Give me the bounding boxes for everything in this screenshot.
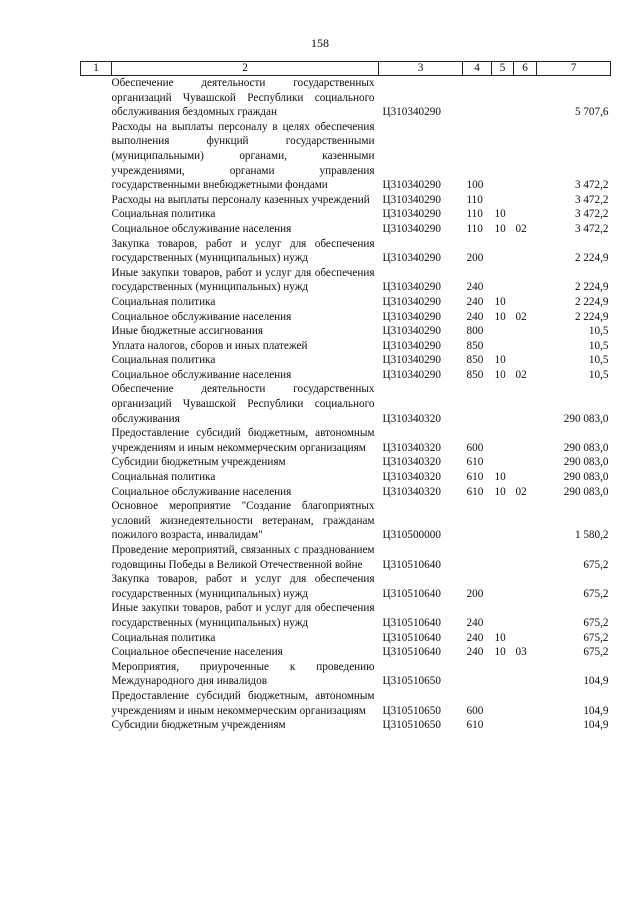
- table-body: [81, 76, 611, 733]
- cell-expense-type: 610: [466, 719, 484, 732]
- cell-name: Закупка товаров, работ и услуг для обеспечения государственных (муниципальных) нужд: [111, 573, 375, 600]
- cell-amount: 10,5: [588, 368, 609, 381]
- cell-target-code: Ц310340320: [382, 485, 441, 498]
- table-row: [81, 601, 611, 630]
- cell-amount: 675,2: [583, 558, 609, 571]
- cell-amount: 104,9: [583, 675, 609, 688]
- cell-section: [492, 324, 514, 339]
- cell-subsection: [514, 120, 537, 193]
- cell-amount: 290 083,0: [563, 471, 609, 484]
- cell-name: Социальная политика: [111, 208, 216, 221]
- cell-number: [81, 382, 112, 426]
- cell-target-code: Ц310340290: [382, 281, 441, 294]
- cell-amount: 104,9: [583, 719, 609, 732]
- cell-section: [492, 193, 514, 208]
- cell-target-code: Ц310340290: [382, 106, 441, 119]
- cell-section: [492, 572, 514, 601]
- cell-name: Обеспечение деятельности государственных организаций Чувашской Республики социального обслуживания бездомных граждан: [111, 77, 375, 119]
- cell-expense-type: 110: [466, 208, 483, 221]
- cell-section: [492, 689, 514, 718]
- cell-amount: 3 472,2: [574, 179, 609, 192]
- cell-number: [81, 368, 112, 383]
- cell-subsection: 02: [515, 485, 527, 498]
- cell-target-code: Ц310340320: [382, 412, 441, 425]
- cell-expense-type: 200: [466, 252, 484, 265]
- cell-section: 10: [494, 354, 506, 367]
- cell-name: Расходы на выплаты персоналу в целях обеспечения выполнения функций государственными (муниципальными) органами, казенными учреждениями, органами управления государственными внебюджетными фондами: [111, 120, 375, 192]
- cell-section: 10: [494, 485, 506, 498]
- cell-name: Уплата налогов, сборов и иных платежей: [111, 339, 308, 352]
- cell-section: [492, 266, 514, 295]
- cell-target-code: Ц310510640: [382, 646, 441, 659]
- cell-target-code: Ц310340290: [382, 339, 441, 352]
- cell-target-code: Ц310340320: [382, 471, 441, 484]
- cell-target-code: Ц310510640: [382, 631, 441, 644]
- cell-name: Социальное обслуживание населения: [111, 310, 292, 323]
- cell-section: [492, 382, 514, 426]
- cell-target-code: Ц310340290: [382, 193, 441, 206]
- cell-target-code: Ц310340290: [382, 310, 441, 323]
- cell-target-code: Ц310340290: [382, 222, 441, 235]
- column-header: 6: [514, 62, 537, 76]
- cell-amount: 2 224,9: [574, 295, 609, 308]
- cell-expense-type: 850: [466, 339, 484, 352]
- cell-section: [492, 339, 514, 354]
- cell-subsection: [514, 499, 537, 543]
- cell-name: Иные закупки товаров, работ и услуг для обеспечения государственных (муниципальных) нужд: [111, 602, 375, 629]
- cell-subsection: [514, 455, 537, 470]
- cell-subsection: [514, 689, 537, 718]
- budget-table: [80, 61, 611, 733]
- cell-section: 10: [494, 222, 506, 235]
- cell-expense-type: 600: [466, 441, 484, 454]
- cell-expense-type: 800: [466, 325, 484, 338]
- cell-number: [81, 543, 112, 572]
- cell-expense-type: 850: [466, 368, 484, 381]
- cell-expense-type: 240: [466, 310, 484, 323]
- cell-section: 10: [494, 646, 506, 659]
- cell-subsection: [514, 718, 537, 733]
- table-row: [81, 572, 611, 601]
- cell-section: [492, 718, 514, 733]
- cell-amount: 104,9: [583, 704, 609, 717]
- table-row: [81, 499, 611, 543]
- cell-target-code: Ц310340290: [382, 325, 441, 338]
- table-row: [81, 120, 611, 193]
- cell-number: [81, 193, 112, 208]
- cell-name: Социальная политика: [111, 471, 216, 484]
- cell-section: [492, 660, 514, 689]
- table-row: [81, 324, 611, 339]
- column-header: 2: [112, 62, 379, 76]
- table-row: [81, 207, 611, 222]
- table-row: [81, 426, 611, 455]
- cell-subsection: 02: [515, 222, 527, 235]
- table-row: [81, 543, 611, 572]
- cell-number: [81, 470, 112, 485]
- cell-name: Субсидии бюджетным учреждениям: [111, 456, 286, 469]
- cell-name: Социальное обслуживание населения: [111, 485, 292, 498]
- cell-expense-type: [463, 543, 492, 572]
- table-row: [81, 368, 611, 383]
- cell-name: Проведение мероприятий, связанных с празднованием годовщины Победы в Великой Отечественной войне: [111, 544, 375, 571]
- column-header: 7: [537, 62, 611, 76]
- cell-name: Социальная политика: [111, 354, 216, 367]
- cell-expense-type: 110: [466, 193, 483, 206]
- cell-amount: 5 707,6: [574, 106, 609, 119]
- cell-subsection: [514, 193, 537, 208]
- cell-subsection: [514, 631, 537, 646]
- cell-expense-type: [463, 499, 492, 543]
- column-header: 5: [492, 62, 514, 76]
- cell-number: [81, 718, 112, 733]
- cell-subsection: [514, 353, 537, 368]
- cell-expense-type: 240: [466, 616, 484, 629]
- cell-expense-type: 240: [466, 281, 484, 294]
- cell-name: Социальная политика: [111, 631, 216, 644]
- cell-section: [492, 237, 514, 266]
- cell-amount: 3 472,2: [574, 193, 609, 206]
- cell-name: Предоставление субсидий бюджетным, автономным учреждениям и иным некоммерческим организациям: [111, 689, 375, 717]
- cell-amount: 290 083,0: [563, 456, 609, 469]
- cell-section: 10: [494, 295, 506, 308]
- table-row: [81, 382, 611, 426]
- cell-name: Иные закупки товаров, работ и услуг для обеспечения государственных (муниципальных) нужд: [111, 266, 375, 294]
- cell-name: Основное мероприятие "Создание благоприятных условий жизнедеятельности ветеранам, гражданам пожилого возраста, инвалидам": [111, 500, 375, 542]
- table-row: [81, 631, 611, 646]
- cell-expense-type: 200: [466, 587, 484, 600]
- table-row: [81, 295, 611, 310]
- cell-expense-type: 850: [466, 354, 484, 367]
- cell-name: Иные бюджетные ассигнования: [111, 325, 263, 338]
- cell-target-code: Ц310340290: [382, 368, 441, 381]
- cell-target-code: Ц310340290: [382, 179, 441, 192]
- cell-section: [492, 601, 514, 630]
- cell-name: Закупка товаров, работ и услуг для обеспечения государственных (муниципальных) нужд: [111, 237, 375, 265]
- cell-subsection: [514, 207, 537, 222]
- table-row: [81, 718, 611, 733]
- cell-number: [81, 631, 112, 646]
- cell-subsection: 03: [515, 646, 527, 659]
- cell-number: [81, 426, 112, 455]
- cell-target-code: Ц310340290: [382, 295, 441, 308]
- table-row: [81, 237, 611, 266]
- cell-subsection: [514, 324, 537, 339]
- column-header: 1: [81, 62, 112, 76]
- cell-expense-type: [463, 76, 492, 120]
- table-row: [81, 645, 611, 660]
- table-row: [81, 470, 611, 485]
- cell-target-code: Ц310340290: [382, 252, 441, 265]
- cell-expense-type: 110: [466, 222, 483, 235]
- table-row: [81, 689, 611, 718]
- cell-number: [81, 207, 112, 222]
- cell-section: 10: [494, 631, 506, 644]
- cell-expense-type: 610: [466, 456, 484, 469]
- column-header: 3: [379, 62, 463, 76]
- cell-expense-type: [463, 382, 492, 426]
- cell-name: Социальное обслуживание населения: [111, 222, 292, 235]
- cell-name: Социальное обеспечение населения: [111, 646, 283, 659]
- cell-amount: 675,2: [583, 616, 609, 629]
- cell-number: [81, 120, 112, 193]
- cell-section: 10: [494, 208, 506, 221]
- cell-number: [81, 76, 112, 120]
- cell-number: [81, 455, 112, 470]
- cell-amount: 290 083,0: [563, 485, 609, 498]
- cell-number: [81, 310, 112, 325]
- cell-amount: 3 472,2: [574, 222, 609, 235]
- cell-expense-type: 610: [466, 471, 484, 484]
- cell-subsection: [514, 237, 537, 266]
- cell-expense-type: [463, 660, 492, 689]
- cell-section: [492, 499, 514, 543]
- cell-number: [81, 339, 112, 354]
- cell-section: [492, 76, 514, 120]
- cell-subsection: [514, 660, 537, 689]
- table-row: [81, 660, 611, 689]
- cell-amount: 675,2: [583, 646, 609, 659]
- cell-subsection: [514, 295, 537, 310]
- cell-subsection: 02: [515, 310, 527, 323]
- table-row: [81, 193, 611, 208]
- cell-target-code: Ц310510650: [382, 719, 441, 732]
- cell-name: Расходы на выплаты персоналу казенных учреждений: [111, 193, 370, 206]
- cell-amount: 2 224,9: [574, 252, 609, 265]
- table-row: [81, 353, 611, 368]
- cell-section: [492, 120, 514, 193]
- cell-subsection: [514, 572, 537, 601]
- cell-expense-type: 100: [466, 179, 484, 192]
- cell-section: 10: [494, 471, 506, 484]
- table-row: [81, 76, 611, 120]
- cell-target-code: Ц310510650: [382, 704, 441, 717]
- column-header: 4: [463, 62, 492, 76]
- page-number: 158: [311, 36, 329, 50]
- cell-name: Предоставление субсидий бюджетным, автономным учреждениям и иным некоммерческим организациям: [111, 427, 375, 454]
- table-header-row: [81, 62, 611, 76]
- cell-number: [81, 645, 112, 660]
- cell-number: [81, 295, 112, 310]
- cell-number: [81, 689, 112, 718]
- cell-target-code: Ц310500000: [382, 529, 441, 542]
- table-row: [81, 485, 611, 500]
- cell-subsection: [514, 76, 537, 120]
- cell-subsection: [514, 426, 537, 455]
- cell-subsection: 02: [515, 368, 527, 381]
- cell-expense-type: 240: [466, 631, 484, 644]
- cell-amount: 10,5: [588, 339, 609, 352]
- cell-expense-type: 600: [466, 704, 484, 717]
- cell-amount: 675,2: [583, 631, 609, 644]
- cell-target-code: Ц310340320: [382, 456, 441, 469]
- cell-name: Социальная политика: [111, 295, 216, 308]
- cell-section: [492, 455, 514, 470]
- cell-name: Мероприятия, приуроченные к проведению Международного дня инвалидов: [111, 660, 375, 688]
- cell-expense-type: 610: [466, 485, 484, 498]
- table-row: [81, 266, 611, 295]
- cell-amount: 3 472,2: [574, 208, 609, 221]
- cell-target-code: Ц310340290: [382, 354, 441, 367]
- cell-target-code: Ц310510640: [382, 587, 441, 600]
- cell-amount: 10,5: [588, 354, 609, 367]
- cell-target-code: Ц310510640: [382, 616, 441, 629]
- cell-number: [81, 353, 112, 368]
- cell-amount: 1 580,2: [574, 529, 609, 542]
- cell-number: [81, 660, 112, 689]
- cell-subsection: [514, 470, 537, 485]
- cell-subsection: [514, 601, 537, 630]
- cell-section: 10: [494, 310, 506, 323]
- cell-amount: 290 083,0: [563, 412, 609, 425]
- cell-amount: 2 224,9: [574, 281, 609, 294]
- cell-expense-type: 240: [466, 646, 484, 659]
- cell-name: Обеспечение деятельности государственных организаций Чувашской Республики социального обслуживания: [111, 383, 375, 425]
- cell-target-code: Ц310510650: [382, 675, 441, 688]
- table-row: [81, 455, 611, 470]
- cell-target-code: Ц310510640: [382, 558, 441, 571]
- cell-number: [81, 324, 112, 339]
- cell-amount: 10,5: [588, 325, 609, 338]
- cell-number: [81, 499, 112, 543]
- cell-subsection: [514, 543, 537, 572]
- cell-number: [81, 222, 112, 237]
- cell-name: Социальное обслуживание населения: [111, 368, 292, 381]
- cell-number: [81, 572, 112, 601]
- cell-subsection: [514, 266, 537, 295]
- cell-amount: 675,2: [583, 587, 609, 600]
- cell-number: [81, 266, 112, 295]
- table-row: [81, 222, 611, 237]
- cell-section: [492, 426, 514, 455]
- cell-target-code: Ц310340290: [382, 208, 441, 221]
- cell-target-code: Ц310340320: [382, 441, 441, 454]
- cell-number: [81, 601, 112, 630]
- cell-name: Субсидии бюджетным учреждениям: [111, 719, 286, 732]
- cell-expense-type: 240: [466, 295, 484, 308]
- cell-subsection: [514, 339, 537, 354]
- cell-subsection: [514, 382, 537, 426]
- cell-number: [81, 237, 112, 266]
- cell-amount: 290 083,0: [563, 441, 609, 454]
- cell-amount: 2 224,9: [574, 310, 609, 323]
- table-row: [81, 310, 611, 325]
- cell-number: [81, 485, 112, 500]
- table-row: [81, 339, 611, 354]
- cell-section: 10: [494, 368, 506, 381]
- cell-section: [492, 543, 514, 572]
